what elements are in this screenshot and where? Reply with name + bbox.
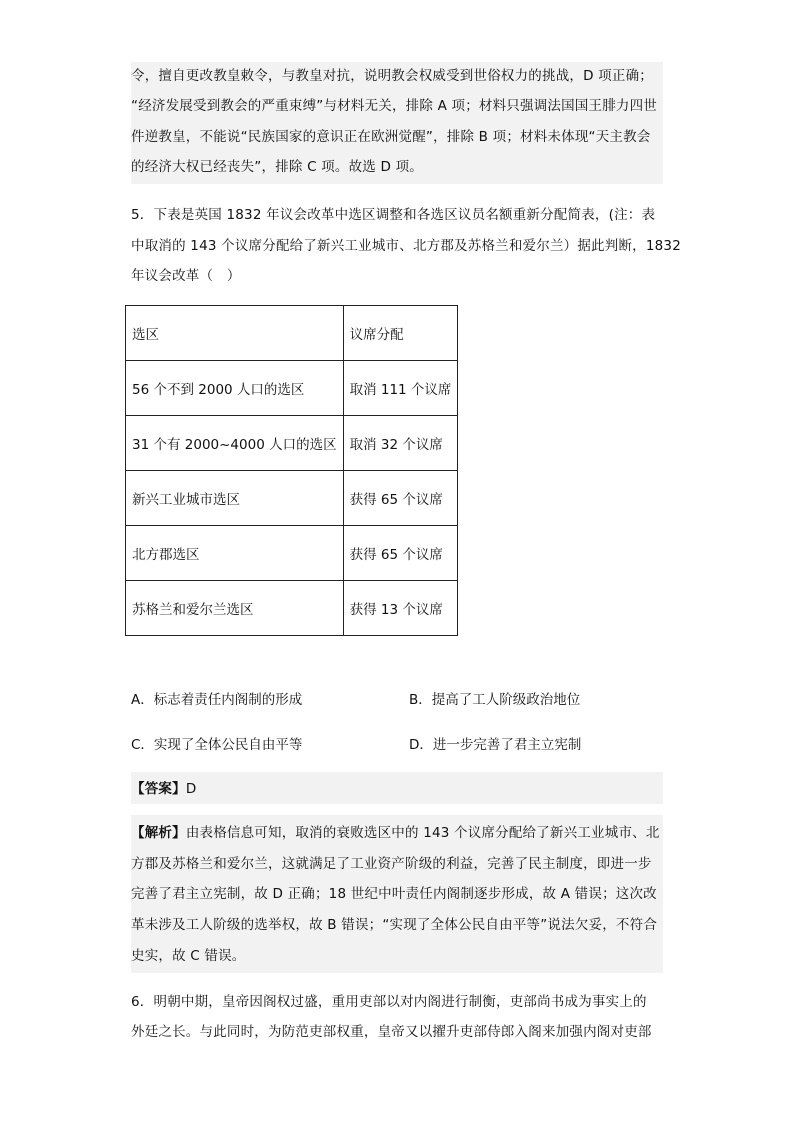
table-row <box>126 526 458 581</box>
option-a[interactable]: A．标志着责任内阁制的形成 <box>131 692 303 708</box>
option-b[interactable]: B．提高了工人阶级政治地位 <box>409 692 581 708</box>
table-cell: 新兴工业城市选区 <box>126 471 344 526</box>
table-row <box>126 361 458 416</box>
table-cell: 31 个有 2000~4000 人口的选区 <box>126 416 344 471</box>
option-d[interactable]: D．进一步完善了君主立宪制 <box>409 737 582 753</box>
table-row <box>126 416 458 471</box>
prev-explanation-line: “经济发展受到教会的严重束缚”与材料无关，排除 A 项；材料只强调法国国王腓力四世 <box>131 98 658 114</box>
analysis-line: 方郡及苏格兰和爱尔兰，这就满足了工业资产阶级的利益，完善了民主制度，即进一步 <box>131 856 652 872</box>
option-c[interactable]: C．实现了全体公民自由平等 <box>131 737 303 753</box>
table-cell: 56 个不到 2000 人口的选区 <box>126 361 344 416</box>
question-stem-line: 5．下表是英国 1832 年议会改革中选区调整和各选区议员名额重新分配简表，(注：表 <box>131 207 656 223</box>
table-cell: 获得 65 个议席 <box>343 471 458 526</box>
question-stem-line: 6．明朝中期，皇帝因阁权过盛，重用吏部以对内阁进行制衡，吏部尚书成为事实上的 <box>131 994 647 1010</box>
table-header-cell: 选区 <box>126 306 344 361</box>
table-cell: 取消 32 个议席 <box>343 416 458 471</box>
prev-explanation-line: 的经济大权已经丧失”，排除 C 项。故选 D 项。 <box>131 159 423 175</box>
analysis-line: 革未涉及工人阶级的选举权，故 B 错误；“实现了全体公民自由平等”说法欠妥，不符合 <box>131 917 658 933</box>
table-row <box>126 581 458 636</box>
answer-block <box>131 772 663 804</box>
question-stem-line: 中取消的 143 个议席分配给了新兴工业城市、北方郡及苏格兰和爱尔兰）据此判断，1832 <box>131 238 682 254</box>
table-cell: 北方郡选区 <box>126 526 344 581</box>
prev-explanation-line: 令，擅自更改教皇敕令，与教皇对抗，说明教会权威受到世俗权力的挑战，D 项正确； <box>131 68 653 84</box>
answer-value: D <box>185 781 197 797</box>
analysis-line: 史实，故 C 错误。 <box>131 948 246 964</box>
table-cell: 获得 65 个议席 <box>343 526 458 581</box>
prev-explanation-line: 件逆教皇，不能说“民族国家的意识正在欧洲觉醒”，排除 B 项；材料未体现“天主教会 <box>131 129 651 145</box>
table-cell: 获得 13 个议席 <box>343 581 458 636</box>
question-stem-line: 年议会改革（ ） <box>131 268 241 284</box>
answer-label: 【答案】 <box>131 781 186 797</box>
table-row <box>126 471 458 526</box>
table-header-row <box>126 306 458 361</box>
analysis-label: 【解析】 <box>131 825 186 841</box>
analysis-text: 由表格信息可知，取消的衰败选区中的 143 个议席分配给了新兴工业城市、北 <box>185 825 660 841</box>
table-cell: 苏格兰和爱尔兰选区 <box>126 581 344 636</box>
table-header-cell: 议席分配 <box>343 306 458 361</box>
analysis-line: 完善了君主立宪制，故 D 正确；18 世纪中叶责任内阁制逐步形成，故 A 错误；这次改 <box>131 886 657 902</box>
analysis-line <box>131 823 660 843</box>
answer-line <box>131 779 196 799</box>
question-stem-line: 外廷之长。与此同时，为防范吏部权重，皇帝又以擢升吏部侍郎入阁来加强内阁对吏部 <box>131 1024 652 1040</box>
table-cell: 取消 111 个议席 <box>343 361 458 416</box>
seat-distribution-table <box>125 305 458 636</box>
